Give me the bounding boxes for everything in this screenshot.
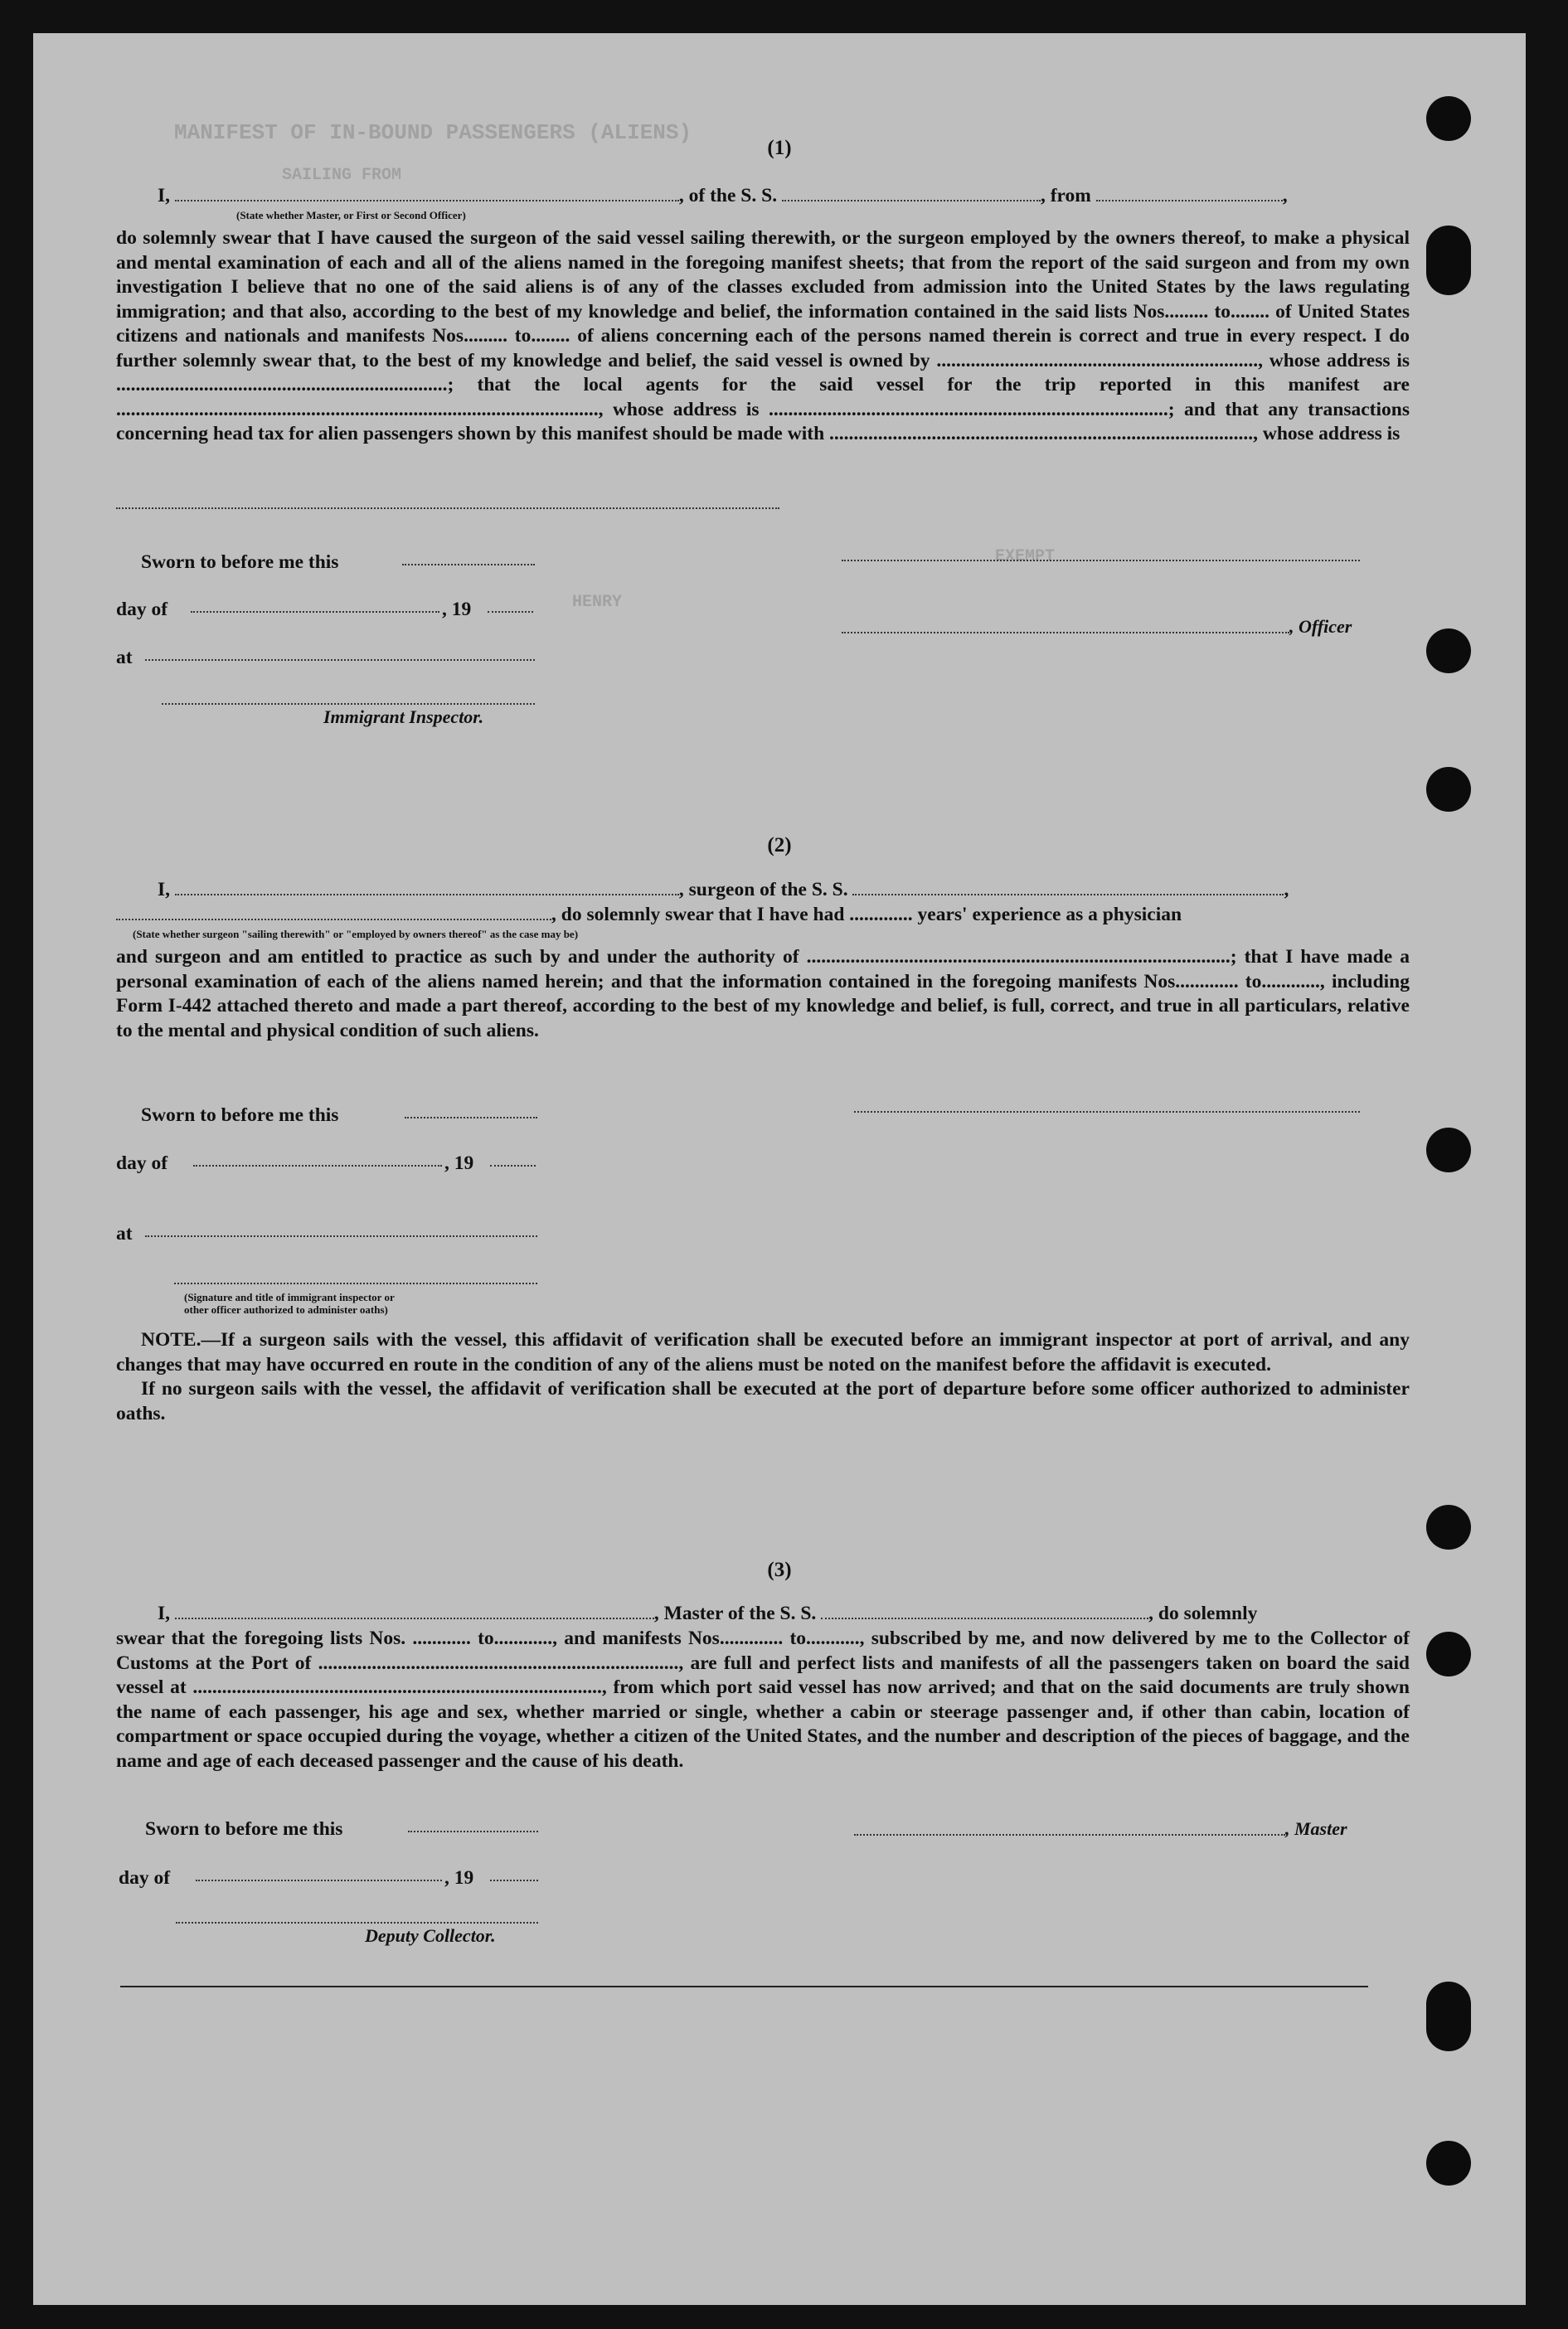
bleed-through-sailing: SAILING FROM [282,166,402,185]
bleed-through-exempt: EXEMPT [995,547,1056,566]
s1-officer-sig-top[interactable] [842,560,1360,561]
s2-oath-body: and surgeon and am entitled to practice as such by and under the authority of .......................................................................................; that I have made a personal examination of each of the aliens named herein; and that the information contained in the foregoing manifests Nos............. to............, including Form I-442 attached thereto and made a part thereof, according to the best of my knowledge and belief, is full, correct, and true in all particulars, relative to the mental and physical condition of such aliens. [116,946,1410,1041]
s2-note [116,1328,1410,1426]
s1-oath-body: do solemnly swear that I have caused the surgeon of the said vessel sailing therewith, or the surgeon employed by the owners thereof, to make a physical and mental examination of each and all of the aliens named in the foregoing manifest sheets; that from the report of the said surgeon and from my own investigation I believe that no one of the said aliens is of any of the classes excluded from admission into the United States by the laws regulating immigration; and that also, according to the best of my knowledge and belief, the information contained in the said lists Nos......... to........ of United States citizens and nationals and manifests Nos......... to........ of aliens concerning each of the persons named therein is correct and true in every respect. I do further solemnly swear that, to the best of my knowledge and belief, the said vessel is owned by .................................................................., whose address is ....................................................................; that the local agents for the said vessel for the trip reported in this manifest are ..................................................................................................., whose address is ..................................................................................; and that any transactions concerning head tax for alien passengers shown by this manifest should be made with ......................................................................................., whose address is [116,227,1410,444]
s1-at-field[interactable] [145,659,535,661]
s2-inspector-signature[interactable] [174,1283,537,1284]
s3-master-of: , Master of the S. S. [653,1603,817,1624]
s3-year-label: , 19 [444,1867,474,1889]
s1-officer-note: (State whether Master, or First or Second Officer) [236,209,466,221]
s2-at-label: at [116,1223,133,1245]
s1-year-label: , 19 [442,599,472,620]
s1-officer-signature[interactable] [842,632,1289,633]
s3-deputy-label: Deputy Collector. [365,1925,496,1946]
s2-sig-note-2: other officer authorized to administer oaths) [184,1303,388,1316]
s2-first-line: I, , surgeon of the S. S. , [158,879,1289,900]
s2-i: I, [158,879,171,900]
s2-surgeon-signature[interactable] [854,1111,1360,1113]
s1-at-label: at [116,647,133,668]
s3-deputy-signature[interactable] [176,1922,538,1924]
s1-sworn-label: Sworn to before me this [141,551,339,573]
s1-of-ss: , of the S. S. [678,185,778,206]
section-number: (3) [767,1559,792,1581]
s1-from-port-field[interactable] [1096,185,1283,201]
s2-ship-name-field[interactable] [852,879,1284,895]
s2-note-1: NOTE.—If a surgeon sails with the vessel, this affidavit of verification shall be executed before an immigrant inspector at port of arrival, and any changes that may have occurred en route in the condition of any of the aliens must be noted on the manifest before the affidavit is executed. [116,1329,1410,1376]
s3-master-signature[interactable] [854,1834,1285,1836]
s3-master-label: , Master [1285,1818,1347,1839]
s2-swear: , do solemnly swear that I have had ............. years' experience as a physician [551,904,1182,925]
bleed-through-title: MANIFEST OF IN-BOUND PASSENGERS (ALIENS) [174,120,692,145]
binder-hole [1426,96,1471,141]
s3-master-field[interactable] [175,1603,654,1619]
s2-sig-note-1: (Signature and title of immigrant inspector or [184,1291,395,1303]
s2-day-field[interactable] [193,1165,442,1167]
s3-day-label: day of [119,1867,171,1889]
s2-note-2: If no surgeon sails with the vessel, the affidavit of verification shall be executed at the port of departure before some officer authorized to administer oaths. [116,1378,1410,1424]
s2-second-line [116,904,1182,926]
s1-day-field[interactable] [191,611,439,613]
s1-from: , from [1040,185,1091,206]
s2-year-label: , 19 [444,1152,474,1174]
s1-officer-field[interactable] [175,185,679,201]
bleed-through-name: HENRY [572,593,623,612]
s1-inspector-signature[interactable] [162,703,535,705]
s1-ship-name-field[interactable] [782,185,1041,201]
form-page [33,33,1526,2305]
s2-day-label: day of [116,1152,168,1174]
binder-hole [1426,1505,1471,1550]
s1-officer-label: , Officer [1289,616,1352,637]
s3-sworn-field[interactable] [408,1831,538,1832]
binder-hole [1426,2141,1471,2186]
binder-hole [1426,226,1471,295]
s2-surgeon-of: , surgeon of the S. S. [678,879,848,900]
s3-do-solemnly: , do solemnly [1148,1603,1258,1624]
binder-hole [1426,628,1471,673]
s1-year-field[interactable] [488,611,533,613]
s3-oath-body: swear that the foregoing lists Nos. ............ to............, and manifests Nos............. to..........., subscribed by me, and now delivered by me to the Collector of Customs at the Port of .........................................................................., are full and perfect lists and manifests of all the passengers taken on board the said vessel at ...................................................................................., from which port said vessel has now arrived; and that on the said documents are truly shown the name of each passenger, his age and sex, whether married or single, whether a cabin or steerage passenger and, if other than cabin, location of compartment or space occupied during the voyage, whether a citizen of the United States, and the number and description of the pieces of baggage, and the name and age of each deceased passenger and the cause of his death. [116,1628,1410,1772]
s3-ship-name-field[interactable] [821,1603,1148,1619]
s3-sworn-label: Sworn to before me this [145,1818,343,1840]
s1-day-label: day of [116,599,168,620]
s2-at-field[interactable] [145,1235,537,1237]
s2-sworn-field[interactable] [405,1117,537,1118]
s2-sworn-label: Sworn to before me this [141,1104,339,1126]
s1-inspector-label: Immigrant Inspector. [323,706,484,727]
s3-day-field[interactable] [196,1880,442,1881]
binder-hole [1426,767,1471,812]
binder-hole [1426,1632,1471,1676]
binder-hole [1426,1982,1471,2051]
s1-first-line: I, , of the S. S. , from , [158,185,1288,206]
s2-surgeon-field[interactable] [175,879,679,895]
s1-sworn-field[interactable] [402,564,535,565]
binder-hole [1426,1128,1471,1172]
s3-year-field[interactable] [490,1880,538,1881]
s1-address-field[interactable] [116,507,779,509]
s2-surgeon-type-field[interactable] [116,904,551,920]
bottom-rule [120,1986,1368,1987]
s3-i: I, [158,1603,171,1624]
s2-surgeon-note: (State whether surgeon "sailing therewith" or "employed by owners thereof" as the case may be) [133,928,579,940]
section-number: (1) [767,137,792,159]
s2-year-field[interactable] [490,1165,536,1167]
section-number: (2) [767,834,792,856]
s1-i: I, [158,185,171,206]
s3-first-line [158,1603,1257,1625]
